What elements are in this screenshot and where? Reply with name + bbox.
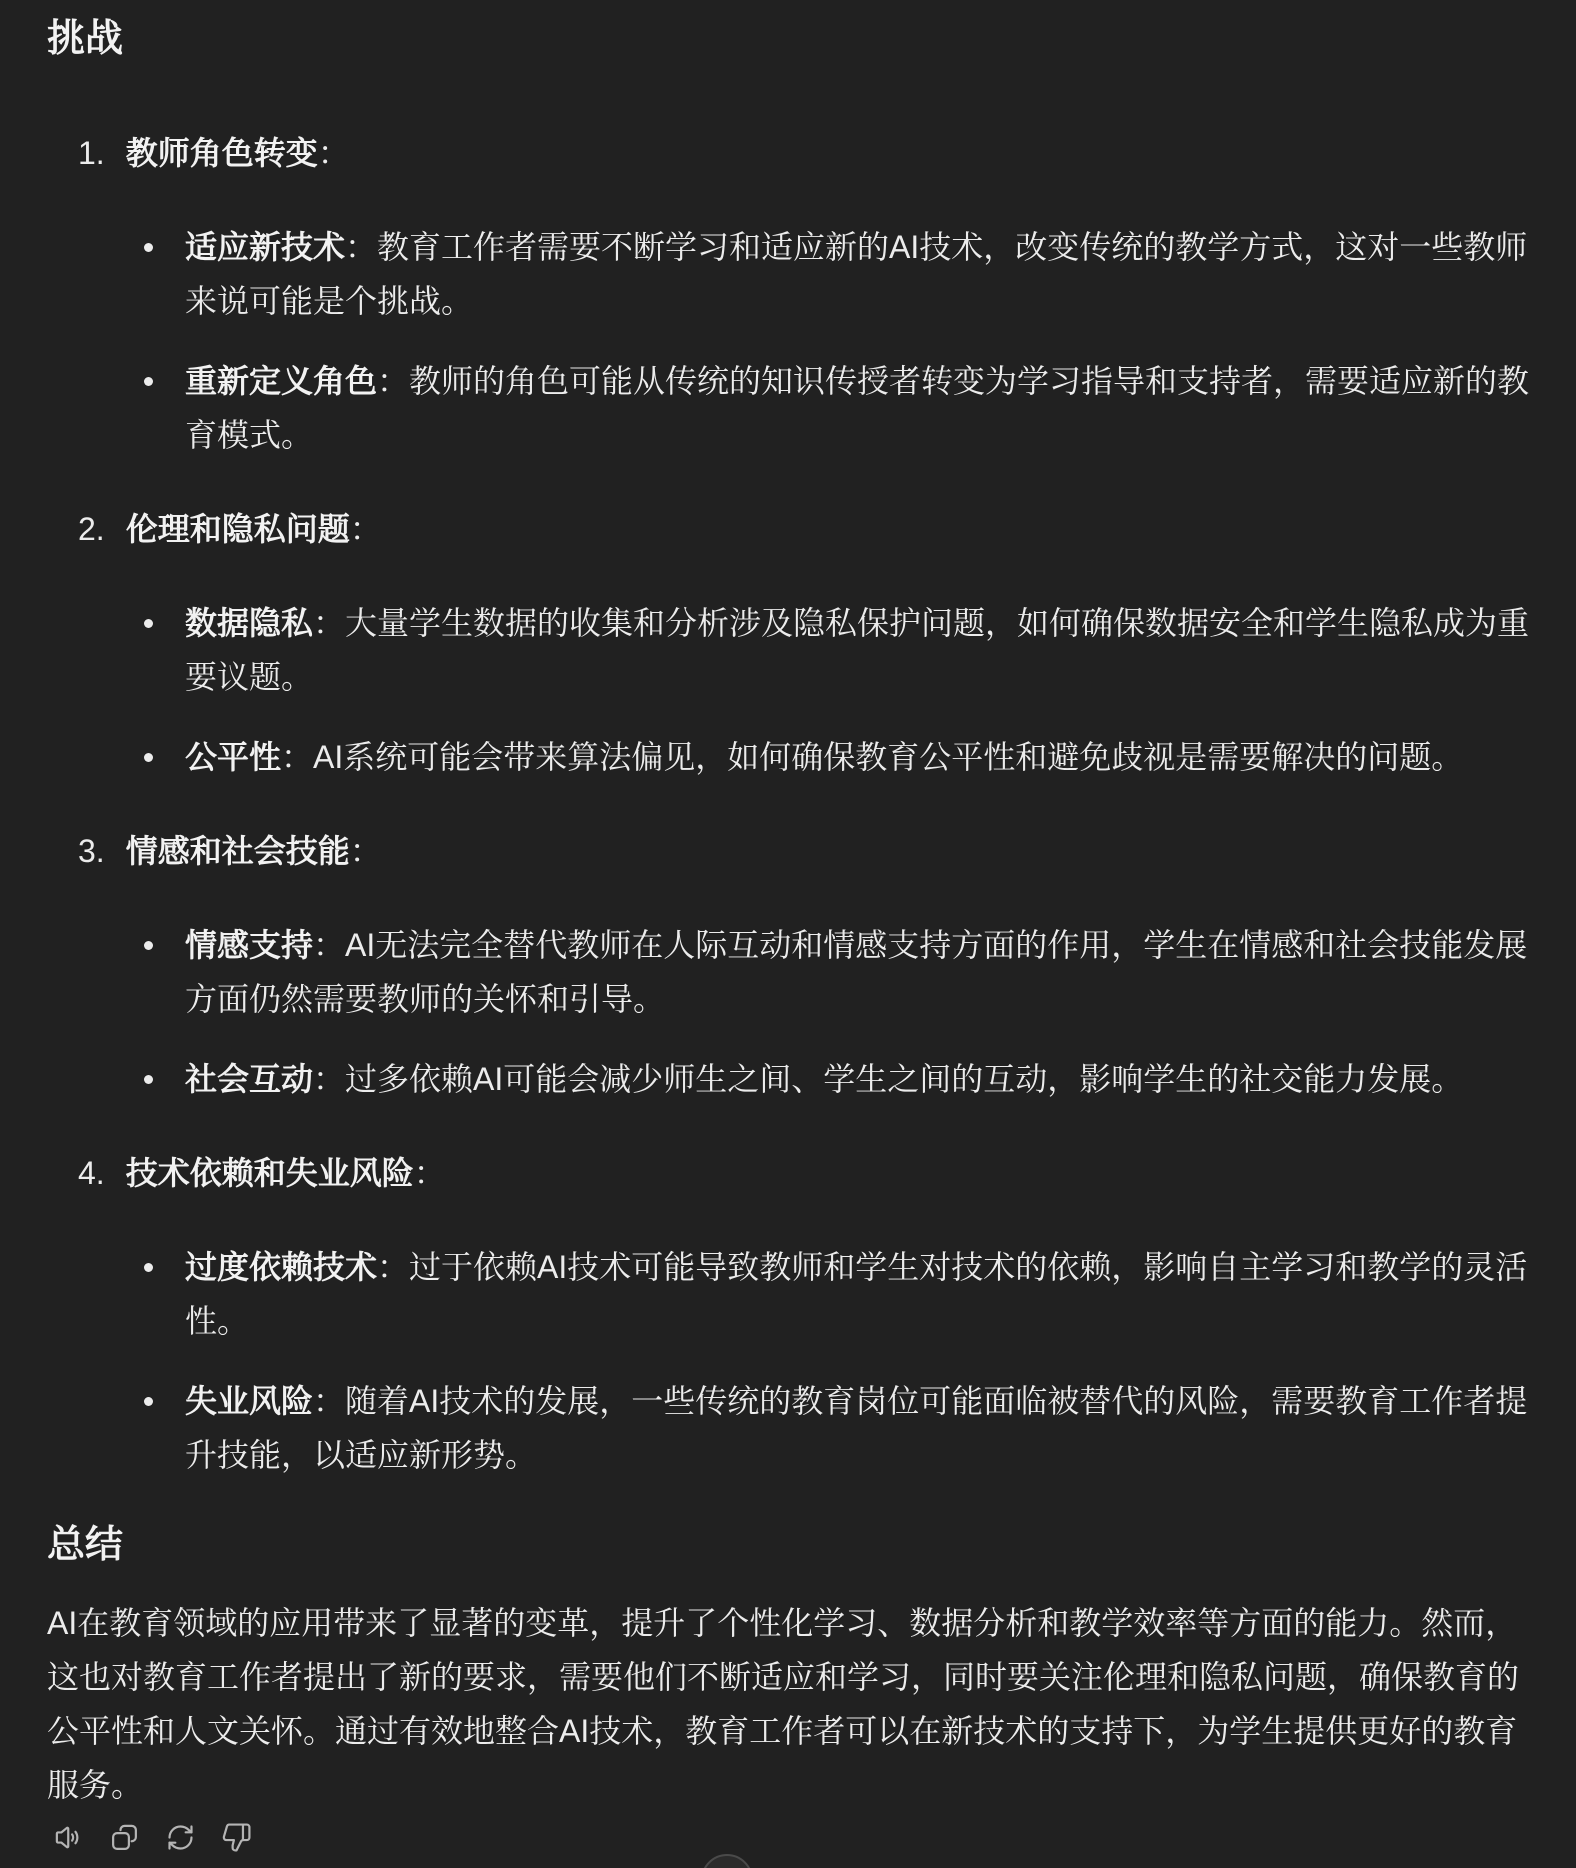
bullet-text: 教师的角色可能从传统的知识传授者转变为学习指导和支持者，需要适应新的教育模式。 [185, 363, 1530, 453]
colon: ： [313, 1383, 346, 1419]
bullet-label: 失业风险 [185, 1383, 314, 1419]
list-item [47, 1052, 1530, 1106]
copy-icon [109, 1822, 140, 1853]
bullet-marker-icon [144, 243, 153, 252]
list-item [47, 730, 1530, 784]
challenge-title: 情感和社会技能： [125, 833, 382, 869]
bullet-label: 情感支持 [185, 927, 314, 963]
bullet-label: 公平性 [185, 739, 282, 775]
list-number: 4. [78, 1155, 105, 1191]
challenge-bullets [47, 596, 1530, 784]
colon: ： [313, 1061, 346, 1097]
challenges-heading: 挑战 [47, 18, 124, 60]
bullet-text: 大量学生数据的收集和分析涉及隐私保护问题，如何确保数据安全和学生隐私成为重要议题。 [185, 605, 1530, 695]
colon: ： [413, 1155, 446, 1191]
list-number: 2. [78, 511, 105, 547]
summary-heading: 总结 [47, 1524, 124, 1566]
bullet-text: AI系统可能会带来算法偏见，如何确保教育公平性和避免歧视是需要解决的问题。 [313, 739, 1464, 775]
bullet-label: 数据隐私 [185, 605, 314, 641]
copy-button[interactable] [107, 1820, 141, 1854]
bullet-marker-icon [144, 1075, 153, 1084]
colon: ： [377, 1249, 410, 1285]
colon: ： [377, 363, 410, 399]
challenge-title: 技术依赖和失业风险： [125, 1155, 446, 1191]
colon: ： [345, 229, 378, 265]
regenerate-button[interactable] [163, 1820, 197, 1854]
list-item [47, 918, 1530, 1026]
colon: ： [313, 927, 346, 963]
bullet-text: 教育工作者需要不断学习和适应新的AI技术，改变传统的教学方式，这对一些教师来说可能是个挑战。 [185, 229, 1528, 319]
challenge-bullets [47, 1240, 1530, 1482]
colon: ： [349, 833, 382, 869]
list-number: 1. [78, 135, 105, 171]
bullet-text: 过于依赖AI技术可能导致教师和学生对技术的依赖，影响自主学习和教学的灵活性。 [185, 1249, 1528, 1339]
assistant-message [47, 16, 1530, 1854]
challenge-title-row [47, 1146, 1530, 1200]
list-item [47, 596, 1530, 704]
bullet-text: 随着AI技术的发展，一些传统的教育岗位可能面临被替代的风险，需要教育工作者提升技能，以适应新形势。 [185, 1383, 1528, 1473]
list-item [47, 1374, 1530, 1482]
bullet-text: AI无法完全替代教师在人际互动和情感支持方面的作用，学生在情感和社会技能发展方面仍然需要教师的关怀和引导。 [185, 927, 1528, 1017]
list-number: 3. [78, 833, 105, 869]
challenge-item [47, 1146, 1530, 1482]
challenges-list [47, 126, 1530, 1482]
bullet-marker-icon [144, 619, 153, 628]
challenge-bullets [47, 918, 1530, 1106]
colon: ： [313, 605, 346, 641]
list-item [47, 1240, 1530, 1348]
challenge-item [47, 824, 1530, 1106]
colon: ： [349, 511, 382, 547]
bullet-marker-icon [144, 377, 153, 386]
colon: ： [317, 135, 350, 171]
bullet-marker-icon [144, 941, 153, 950]
challenge-title-row [47, 824, 1530, 878]
bullet-marker-icon [144, 1263, 153, 1272]
challenge-bullets [47, 220, 1530, 462]
bullet-label: 适应新技术 [185, 229, 346, 265]
bullet-label: 过度依赖技术 [185, 1249, 378, 1285]
challenge-title-row [47, 126, 1530, 180]
bullet-marker-icon [144, 753, 153, 762]
speaker-icon [53, 1822, 84, 1853]
thumbs-down-icon [221, 1822, 252, 1853]
challenge-title: 伦理和隐私问题： [125, 511, 382, 547]
challenge-item [47, 502, 1530, 784]
summary-paragraph: AI在教育领域的应用带来了显著的变革，提升了个性化学习、数据分析和教学效率等方面的能力。然而，这也对教育工作者提出了新的要求，需要他们不断适应和学习，同时要关注伦理和隐私问题，确保教育的公平性和人文关怀。通过有效地整合AI技术，教育工作者可以在新技术的支持下，为学生提供更好的教育服务。 [47, 1605, 1520, 1803]
challenge-title: 教师角色转变： [125, 135, 350, 171]
read-aloud-button[interactable] [51, 1820, 85, 1854]
list-item [47, 220, 1530, 328]
thumbs-down-button[interactable] [219, 1820, 253, 1854]
colon: ： [281, 739, 314, 775]
bullet-marker-icon [144, 1397, 153, 1406]
challenge-title-row [47, 502, 1530, 556]
list-item [47, 354, 1530, 462]
regenerate-icon [165, 1822, 196, 1853]
bullet-label: 重新定义角色 [185, 363, 378, 399]
bullet-text: 过多依赖AI可能会减少师生之间、学生之间的互动，影响学生的社交能力发展。 [345, 1061, 1464, 1097]
challenge-item [47, 126, 1530, 462]
scroll-to-bottom-button[interactable] [701, 1854, 753, 1868]
bullet-label: 社会互动 [185, 1061, 314, 1097]
message-actions [51, 1820, 1530, 1854]
